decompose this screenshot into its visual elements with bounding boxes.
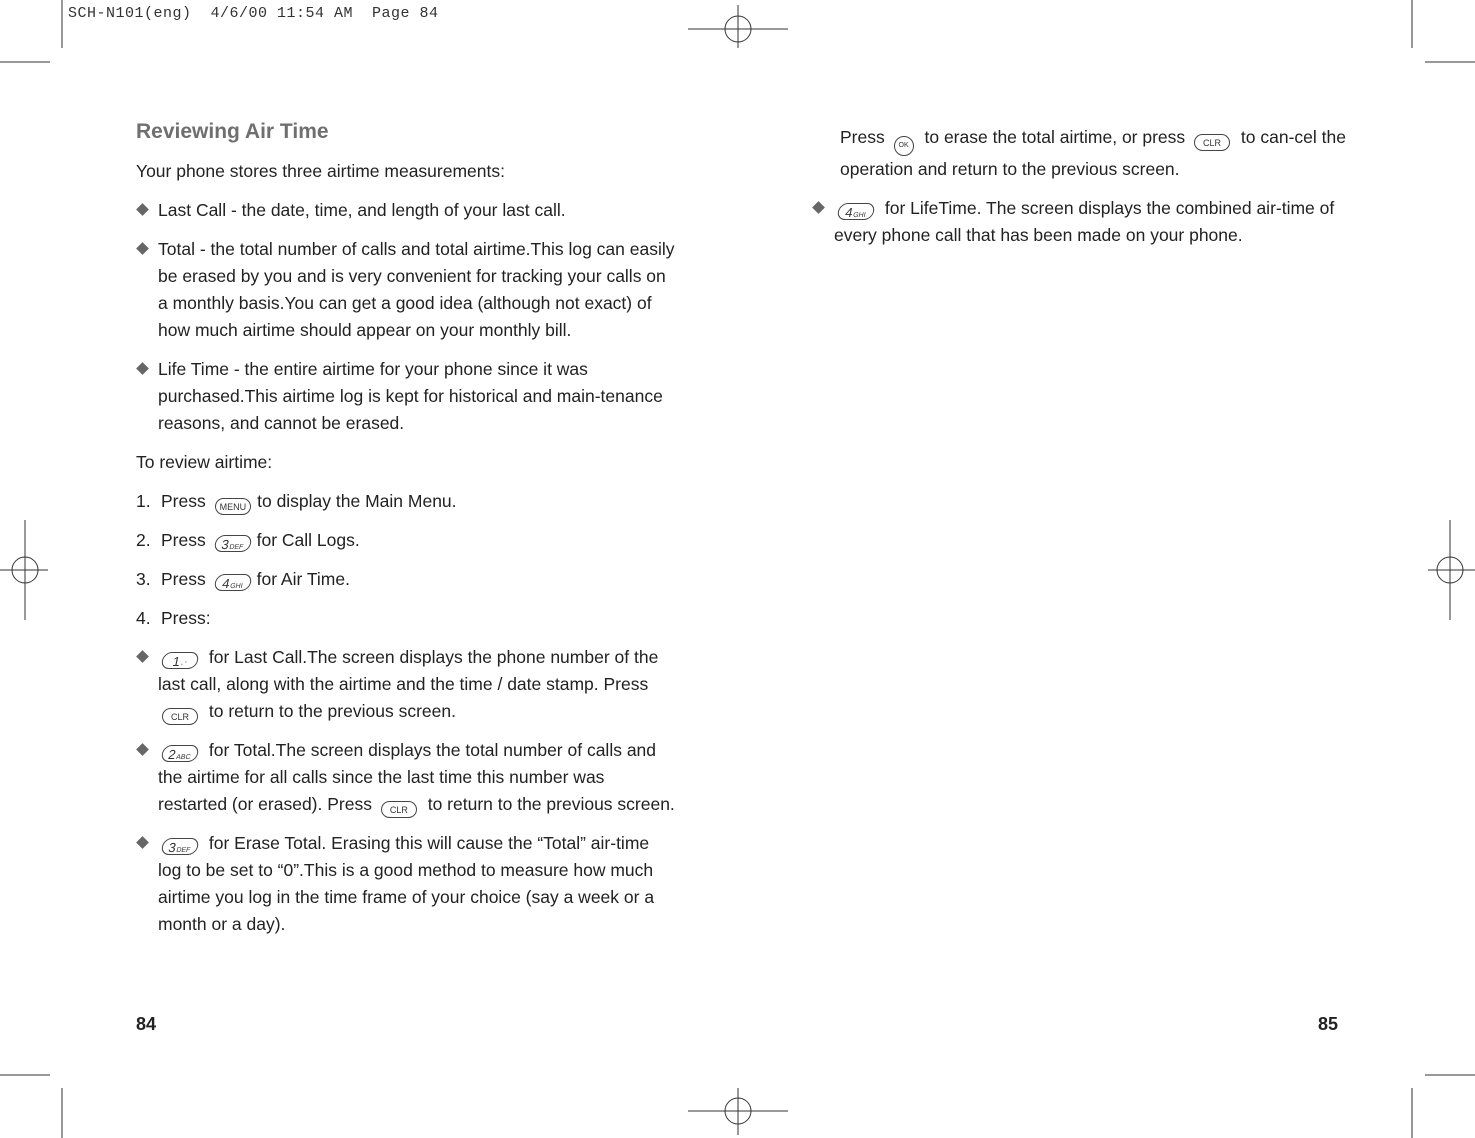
- clr-key-icon: CLR: [162, 708, 198, 725]
- step-item: 3. Press 4GHI for Air Time.: [136, 569, 350, 591]
- menu-key-icon: MENU: [215, 498, 252, 515]
- clr-key-icon: CLR: [1194, 134, 1230, 151]
- page-number-left: 84: [136, 1014, 157, 1034]
- right-page-content: [812, 124, 1352, 261]
- review-label: To review airtime:: [136, 452, 273, 472]
- list-item: Life Time - the entire airtime for your phone since it was purchased.This airtime log is kept for historical and main-tenance reasons, and cannot be erased.: [136, 356, 676, 437]
- diamond-bullet-icon: [136, 836, 149, 849]
- list-item: 4GHI for LifeTime. The screen displays the combined air-time of every phone call that has been made on your phone.: [812, 195, 1352, 249]
- diamond-bullet-icon: [812, 201, 825, 214]
- diamond-bullet-icon: [136, 203, 149, 216]
- step-item: 4. Press:: [136, 608, 211, 628]
- diamond-bullet-icon: [136, 362, 149, 375]
- list-item: Last Call - the date, time, and length of your last call.: [136, 197, 676, 224]
- ok-key-icon: OK: [894, 136, 914, 156]
- section-title: Reviewing Air Time: [136, 120, 329, 143]
- key-2-icon: 2ABC: [160, 745, 200, 762]
- key-3-icon: 3DEF: [213, 535, 253, 552]
- left-page-content: [136, 116, 676, 950]
- list-item: 2ABC for Total.The screen displays the total number of calls and the airtime for all calls since the last time this number was restarted (or erased). Press CLR to return to the previous screen.: [136, 737, 676, 818]
- list-item: 1- ' for Last Call.The screen displays the phone number of the last call, along with the airtime and the time / date stamp. Press CLR to return to the previous screen.: [136, 644, 676, 725]
- diamond-bullet-icon: [136, 650, 149, 663]
- print-slug: SCH-N101(eng) 4/6/00 11:54 AM Page 84: [68, 5, 439, 22]
- diamond-bullet-icon: [136, 743, 149, 756]
- continued-text: Press OK to erase the total airtime, or press CLR to can-cel the operation and return to the previous screen.: [840, 127, 1346, 179]
- page-number-right: 85: [1318, 1014, 1339, 1034]
- list-item: 3DEF for Erase Total. Erasing this will cause the “Total” air-time log to be set to “0”.This is a good method to measure how much airtime you log in the time frame of your choice (say a week or a month or a day).: [136, 830, 676, 938]
- intro-text: Your phone stores three airtime measurements:: [136, 161, 505, 181]
- step-item: 1. Press MENU to display the Main Menu.: [136, 488, 676, 515]
- clr-key-icon: CLR: [381, 801, 417, 818]
- key-1-icon: 1- ': [160, 652, 200, 669]
- list-item: Total - the total number of calls and total airtime.This log can easily be erased by you and is very convenient for tracking your calls on a monthly basis.You can get a good idea (although not exact) of how much airtime should appear on your monthly bill.: [136, 236, 676, 344]
- key-4-icon: 4GHI: [213, 574, 253, 591]
- step-item: 2. Press 3DEF for Call Logs.: [136, 530, 360, 552]
- diamond-bullet-icon: [136, 242, 149, 255]
- key-4-icon: 4GHI: [836, 203, 876, 220]
- key-3-icon: 3DEF: [160, 838, 200, 855]
